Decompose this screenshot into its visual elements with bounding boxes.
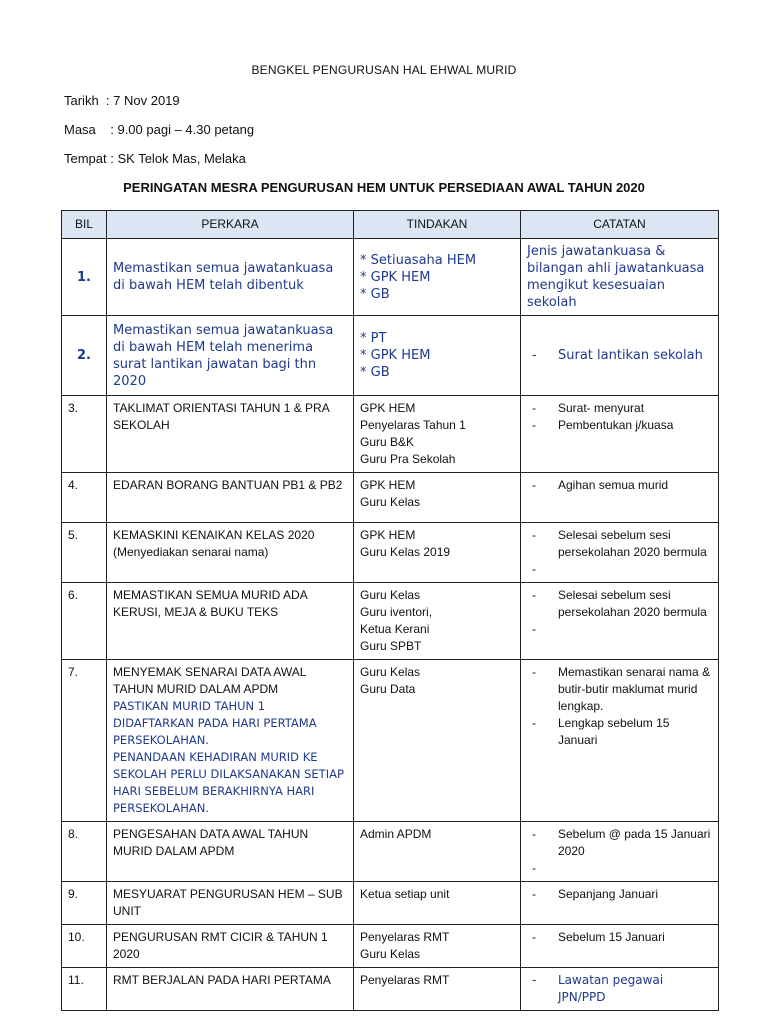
catatan-item (527, 972, 712, 1006)
catatan-text: Memastikan senarai nama & butir-butir maklumat murid lengkap. (558, 665, 711, 713)
catatan-item (527, 715, 712, 749)
perkara-line: di bawah HEM telah menerima (113, 339, 314, 355)
cell-catatan (521, 925, 719, 968)
perkara-line: PENGURUSAN RMT CICIR & TAHUN 1 (113, 930, 328, 944)
perkara-line: TAKLIMAT ORIENTASI TAHUN 1 & PRA (113, 401, 330, 415)
tindakan-line: Guru Kelas 2019 (360, 545, 451, 559)
bil-value: 5. (68, 528, 79, 542)
cell-bil (62, 822, 107, 882)
perkara-line: PENGESAHAN DATA AWAL TAHUN (113, 827, 309, 841)
cell-tindakan (354, 660, 521, 822)
bullet-dash: - (532, 887, 536, 901)
catatan-item (527, 621, 712, 638)
cell-catatan (521, 316, 719, 396)
bullet-dash: - (532, 478, 536, 492)
cell-perkara (107, 660, 354, 822)
table-header-row (62, 211, 719, 239)
cell-catatan (521, 239, 719, 316)
header-catatan: CATATAN (521, 211, 719, 239)
cell-catatan (521, 968, 719, 1011)
meta-separator: : (106, 151, 118, 166)
bullet-dash: - (532, 528, 536, 542)
tindakan-line: Guru Kelas (360, 947, 421, 961)
catatan-text: Agihan semua murid (558, 478, 669, 492)
tindakan-line: Penyelaras RMT (360, 930, 450, 944)
cell-catatan (521, 660, 719, 822)
perkara-emphasis-line: PERSEKOLAHAN. (113, 733, 210, 747)
bullet-dash: - (532, 562, 536, 576)
cell-catatan (521, 583, 719, 660)
perkara-line: KERUSI, MEJA & BUKU TEKS (113, 605, 279, 619)
catatan-text (558, 860, 712, 877)
catatan-item (527, 347, 712, 364)
catatan-item (527, 664, 712, 715)
tindakan-line: Guru Kelas (360, 495, 421, 509)
perkara-line: 2020 (113, 947, 140, 961)
meta-label: Masa (64, 122, 96, 137)
meta-tarikh (64, 93, 180, 108)
cell-catatan (521, 882, 719, 925)
perkara-line: TAHUN MURID DALAM APDM (113, 682, 279, 696)
cell-perkara (107, 822, 354, 882)
table-row (62, 968, 719, 1011)
cell-catatan (521, 523, 719, 583)
bullet-dash: - (532, 827, 536, 841)
meta-label: Tempat (64, 151, 107, 166)
tindakan-line: Guru Data (360, 682, 416, 696)
bil-value: 3. (68, 401, 79, 415)
cell-tindakan (354, 822, 521, 882)
meta-separator: : (95, 122, 118, 137)
tindakan-line: Ketua Kerani (360, 622, 430, 636)
tindakan-line: Guru iventori, (360, 605, 433, 619)
tindakan-line: * GB (360, 286, 390, 302)
perkara-line: MESYUARAT PENGURUSAN HEM – SUB (113, 887, 343, 901)
perkara-line: MENYEMAK SENARAI DATA AWAL (113, 665, 307, 679)
perkara-line: surat lantikan jawatan bagi thn (113, 356, 317, 372)
tindakan-line: GPK HEM (360, 478, 416, 492)
tindakan-line: * PT (360, 331, 387, 346)
cell-tindakan (354, 523, 521, 583)
cell-perkara (107, 523, 354, 583)
table-row (62, 925, 719, 968)
bullet-dash: - (532, 622, 536, 636)
cell-perkara (107, 583, 354, 660)
bil-value: 4. (68, 478, 79, 492)
table-row (62, 239, 719, 316)
perkara-line: RMT BERJALAN PADA HARI PERTAMA (113, 973, 331, 987)
perkara-emphasis-line: PASTIKAN MURID TAHUN 1 (113, 699, 266, 713)
task-table (61, 210, 719, 1011)
meta-value: 7 Nov 2019 (113, 93, 180, 108)
perkara-line: MURID DALAM APDM (113, 844, 235, 858)
catatan-text: Selesai sebelum sesi persekolahan 2020 bermula (558, 528, 707, 559)
bil-value: 8. (68, 827, 79, 841)
tindakan-line: Guru Kelas (360, 588, 421, 602)
catatan-item (527, 587, 712, 621)
cell-tindakan (354, 968, 521, 1011)
table-row (62, 660, 719, 822)
catatan-text: Lawatan pegawai JPN/PPD (558, 973, 664, 1004)
cell-tindakan (354, 473, 521, 523)
cell-bil (62, 660, 107, 822)
bil-value: 11. (68, 973, 84, 987)
tindakan-line: GPK HEM (360, 528, 416, 542)
cell-bil (62, 968, 107, 1011)
table-body (62, 239, 719, 1011)
catatan-item (527, 826, 712, 860)
table-row (62, 316, 719, 396)
catatan-item (527, 400, 712, 417)
catatan-text: Selesai sebelum sesi persekolahan 2020 bermula (558, 588, 707, 619)
tindakan-line: Guru B&K (360, 435, 415, 449)
tindakan-line: * GPK HEM (360, 348, 431, 363)
tindakan-line: GPK HEM (360, 401, 416, 415)
table-row (62, 396, 719, 473)
perkara-line: Memastikan semua jawatankuasa (113, 322, 334, 338)
bullet-dash: - (532, 665, 536, 679)
perkara-line: 2020 (113, 373, 147, 389)
bullet-dash: - (532, 861, 536, 875)
document-title: BENGKEL PENGURUSAN HAL EHWAL MURID (251, 63, 517, 77)
perkara-emphasis-line: PERSEKOLAHAN. (113, 801, 210, 815)
cell-bil (62, 396, 107, 473)
tindakan-line: Guru Pra Sekolah (360, 452, 456, 466)
bullet-dash: - (532, 348, 537, 363)
catatan-text: Sepanjang Januari (558, 887, 659, 901)
catatan-text: Sebelum 15 Januari (558, 930, 665, 944)
catatan-item (527, 561, 712, 578)
catatan-item (527, 929, 712, 946)
tindakan-line: * GB (360, 365, 390, 380)
tindakan-line: Guru SPBT (360, 639, 422, 653)
cell-perkara (107, 473, 354, 523)
perkara-line: SEKOLAH (113, 418, 170, 432)
table-row (62, 523, 719, 583)
catatan-text: Surat- menyurat (558, 401, 645, 415)
bil-value: 2. (77, 348, 91, 363)
cell-catatan (521, 822, 719, 882)
tindakan-line: * GPK HEM (360, 269, 431, 285)
cell-bil (62, 583, 107, 660)
catatan-item (527, 417, 712, 434)
perkara-emphasis-line: SEKOLAH PERLU DILAKSANAKAN SETIAP (113, 767, 344, 781)
table-row (62, 473, 719, 523)
bil-value: 9. (68, 887, 79, 901)
meta-value: 9.00 pagi – 4.30 petang (117, 122, 255, 137)
tindakan-line: Ketua setiap unit (360, 887, 450, 901)
catatan-line: Jenis jawatankuasa & (527, 244, 666, 259)
perkara-line: UNIT (113, 904, 141, 918)
catatan-text: Sebelum @ pada 15 Januari 2020 (558, 827, 711, 858)
catatan-text: Lengkap sebelum 15 Januari (558, 716, 670, 747)
table-row (62, 583, 719, 660)
bil-value: 1. (77, 269, 91, 285)
cell-bil (62, 925, 107, 968)
bullet-dash: - (532, 418, 536, 432)
catatan-item (527, 886, 712, 903)
section-subtitle: PERINGATAN MESRA PENGURUSAN HEM UNTUK PERSEDIAAN AWAL TAHUN 2020 (123, 180, 645, 195)
catatan-text: Surat lantikan sekolah (558, 348, 703, 363)
tindakan-line: * Setiuasaha HEM (360, 252, 477, 268)
cell-bil (62, 316, 107, 396)
tindakan-line: Admin APDM (360, 827, 432, 841)
catatan-item (527, 527, 712, 561)
perkara-line: Memastikan semua jawatankuasa (113, 261, 334, 276)
catatan-line: bilangan ahli jawatankuasa (527, 261, 705, 276)
bil-value: 7. (68, 665, 79, 679)
meta-tempat (64, 151, 246, 166)
header-perkara: PERKARA (107, 211, 354, 239)
bil-value: 6. (68, 588, 79, 602)
cell-bil (62, 239, 107, 316)
catatan-item (527, 477, 712, 494)
cell-perkara (107, 968, 354, 1011)
bil-value: 10. (68, 930, 85, 944)
bullet-dash: - (532, 716, 536, 730)
cell-perkara (107, 882, 354, 925)
cell-tindakan (354, 925, 521, 968)
bullet-dash: - (532, 588, 536, 602)
tindakan-line: Guru Kelas (360, 665, 421, 679)
table-row (62, 882, 719, 925)
catatan-text (558, 621, 712, 638)
perkara-line: (Menyediakan senarai nama) (113, 545, 269, 559)
cell-bil (62, 523, 107, 583)
table-row (62, 822, 719, 882)
cell-bil (62, 882, 107, 925)
cell-perkara (107, 396, 354, 473)
catatan-text: Pembentukan j/kuasa (558, 418, 674, 432)
catatan-item (527, 860, 712, 877)
catatan-line: mengikut kesesuaian (527, 278, 665, 293)
perkara-line: KEMASKINI KENAIKAN KELAS 2020 (113, 528, 315, 542)
bullet-dash: - (532, 930, 536, 944)
cell-bil (62, 473, 107, 523)
perkara-emphasis-line: DIDAFTARKAN PADA HARI PERTAMA (113, 716, 317, 730)
catatan-line: sekolah (527, 295, 577, 310)
meta-value: SK Telok Mas, Melaka (117, 151, 246, 166)
perkara-emphasis-line: PENANDAAN KEHADIRAN MURID KE (113, 750, 318, 764)
cell-perkara (107, 239, 354, 316)
perkara-line: EDARAN BORANG BANTUAN PB1 & PB2 (113, 478, 343, 492)
bullet-dash: - (532, 401, 536, 415)
cell-tindakan (354, 239, 521, 316)
perkara-emphasis-line: HARI SEBELUM BERAKHIRNYA HARI (113, 784, 315, 798)
cell-tindakan (354, 882, 521, 925)
perkara-line: di bawah HEM telah dibentuk (113, 278, 304, 293)
bullet-dash: - (532, 973, 537, 987)
tindakan-line: Penyelaras RMT (360, 973, 450, 987)
cell-perkara (107, 925, 354, 968)
cell-catatan (521, 473, 719, 523)
cell-tindakan (354, 396, 521, 473)
catatan-text (558, 561, 712, 578)
tindakan-line: Penyelaras Tahun 1 (360, 418, 466, 432)
meta-label: Tarikh (64, 93, 99, 108)
cell-catatan (521, 396, 719, 473)
header-bil: BIL (62, 211, 107, 239)
meta-separator: : (98, 93, 114, 108)
meta-masa (64, 122, 254, 137)
cell-perkara (107, 316, 354, 396)
cell-tindakan (354, 583, 521, 660)
cell-tindakan (354, 316, 521, 396)
header-tindakan: TINDAKAN (354, 211, 521, 239)
perkara-line: MEMASTIKAN SEMUA MURID ADA (113, 588, 308, 602)
